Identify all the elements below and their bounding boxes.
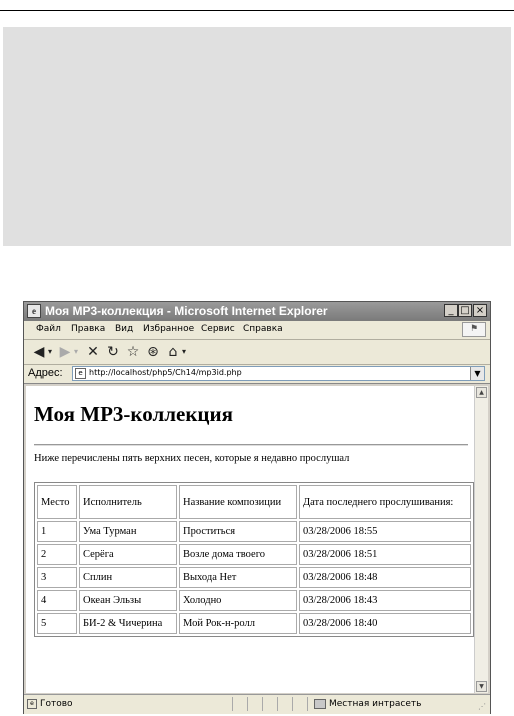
table-row	[37, 521, 471, 542]
header-place: Место	[37, 485, 77, 519]
cell-song: Холодно	[179, 590, 297, 611]
window-title: Моя MP3-коллекция - Microsoft Internet Explorer	[45, 304, 328, 318]
cell-artist: Сплин	[79, 567, 177, 588]
windows-logo-icon: ⚑	[462, 322, 486, 337]
status-panel	[292, 697, 307, 711]
address-dropdown-icon[interactable]: ▼	[470, 367, 484, 380]
forward-icon[interactable]: ▶	[59, 344, 71, 360]
status-panel	[262, 697, 277, 711]
cell-date: 03/28/2006 18:55	[299, 521, 471, 542]
table-row	[37, 567, 471, 588]
refresh-icon[interactable]: ↻	[107, 344, 119, 360]
songs-table	[34, 482, 474, 637]
table-header-row	[37, 485, 471, 519]
ie-icon: e	[27, 304, 41, 318]
cell-place: 2	[37, 544, 77, 565]
table-row	[37, 590, 471, 611]
menu-favorites[interactable]: Избранное	[143, 324, 195, 334]
intranet-zone-icon	[314, 699, 326, 709]
address-url[interactable]: http://localhost/php5/Ch14/mp3id.php	[89, 368, 242, 377]
cell-date: 03/28/2006 18:43	[299, 590, 471, 611]
stop-icon[interactable]: ✕	[87, 344, 99, 360]
toolbar	[24, 340, 490, 365]
scroll-up-icon[interactable]: ▲	[476, 387, 487, 398]
cell-song: Мой Рок-н-ролл	[179, 613, 297, 634]
home-icon[interactable]: ⌂	[168, 344, 178, 360]
status-panel	[247, 697, 262, 711]
back-dropdown-icon[interactable]: ▾	[47, 347, 52, 356]
top-rule	[0, 10, 514, 11]
minimize-button[interactable]: _	[444, 304, 458, 317]
close-button[interactable]: ×	[473, 304, 487, 317]
menu-view[interactable]: Вид	[115, 324, 134, 334]
page-icon: e	[75, 368, 86, 379]
intro-text: Ниже перечислены пять верхних песен, которые я недавно прослушал	[34, 453, 350, 464]
cell-artist: БИ-2 & Чичерина	[79, 613, 177, 634]
zone-text: Местная интрасеть	[329, 699, 422, 709]
header-song: Название композиции	[179, 485, 297, 519]
resize-grip-icon[interactable]: ⋰	[478, 702, 486, 711]
cell-song: Выхода Нет	[179, 567, 297, 588]
menu-bar	[24, 321, 490, 340]
menu-edit[interactable]: Правка	[71, 324, 106, 334]
gray-panel	[3, 27, 511, 246]
cell-artist: Океан Эльзы	[79, 590, 177, 611]
cell-song: Возле дома твоего	[179, 544, 297, 565]
page-content	[26, 386, 474, 693]
status-text: Готово	[40, 699, 73, 709]
header-date: Дата последнего прослушивания:	[299, 485, 471, 519]
cell-date: 03/28/2006 18:51	[299, 544, 471, 565]
forward-dropdown-icon[interactable]: ▾	[73, 347, 78, 356]
cell-song: Проститься	[179, 521, 297, 542]
vertical-scrollbar[interactable]	[474, 386, 488, 693]
header-artist: Исполнитель	[79, 485, 177, 519]
back-icon[interactable]: ◀	[33, 344, 45, 360]
address-label: Адрес:	[28, 367, 63, 379]
address-bar	[24, 365, 490, 384]
cell-date: 03/28/2006 18:48	[299, 567, 471, 588]
cell-artist: Ума Турман	[79, 521, 177, 542]
title-bar[interactable]	[24, 302, 490, 321]
menu-file[interactable]: Файл	[36, 324, 61, 334]
cell-date: 03/28/2006 18:40	[299, 613, 471, 634]
status-panel	[277, 697, 292, 711]
cell-place: 3	[37, 567, 77, 588]
done-icon: e	[27, 699, 37, 709]
menu-tools[interactable]: Сервис	[201, 324, 235, 334]
media-icon[interactable]: ⊛	[147, 344, 159, 360]
status-panel	[232, 697, 247, 711]
cell-place: 4	[37, 590, 77, 611]
table-row	[37, 544, 471, 565]
page-title: Моя MP3-коллекция	[34, 402, 233, 426]
divider	[34, 444, 468, 446]
scroll-down-icon[interactable]: ▼	[476, 681, 487, 692]
browser-window	[23, 301, 491, 714]
cell-place: 5	[37, 613, 77, 634]
menu-help[interactable]: Справка	[243, 324, 283, 334]
table-row	[37, 613, 471, 634]
home-dropdown-icon[interactable]: ▾	[181, 347, 186, 356]
favorites-star-icon[interactable]: ☆	[126, 344, 140, 360]
cell-artist: Серёга	[79, 544, 177, 565]
maximize-button[interactable]: □	[458, 304, 472, 317]
address-input[interactable]	[72, 366, 485, 381]
cell-place: 1	[37, 521, 77, 542]
status-bar	[24, 694, 490, 714]
